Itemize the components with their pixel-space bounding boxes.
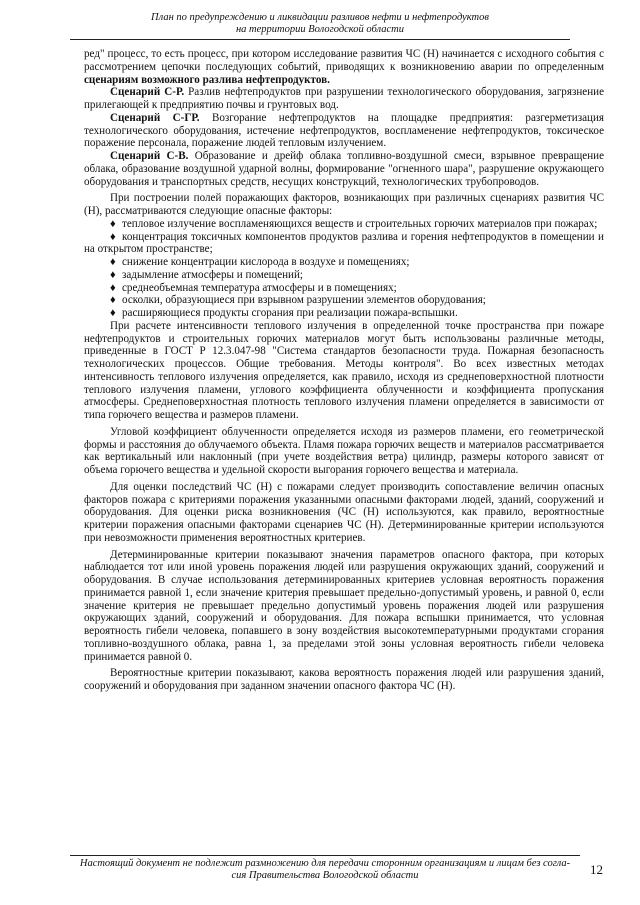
page-header	[70, 12, 570, 40]
paragraph-deterministic-criteria: Детерминированные критерии показывают значения параметров опасного фактора, при которых наблюдается тот или иной уровень поражения людей или разрушения окружающих зданий, сооружений и оборудования. В случае использования детерминированных критериев условная вероятность поражения принимается равной 1, если значение критерия превышает предельно-допустимый уровень, и равной 0, если значение критерия не превышает предельно допустимый уровень поражения людей или разрушения окружающих зданий, сооружений и оборудования. Для пожара вспышки принимается, что условная вероятность гибели человека, попавшего в зону воздействия высокотемпературными продуктами сгорания топливно-воздушного облака, равна 1, за пределами этой зоны условная вероятность гибели человека принимается равной 0.	[84, 548, 604, 663]
list-item	[84, 307, 604, 320]
scenario-text: Разлив нефтепродуктов при разрушении технологического оборудования, загрязнение прилегающей к предприятию почвы и грунтовых вод.	[84, 86, 604, 111]
page-number: 12	[590, 862, 603, 877]
list-item-text: среднеобъемная температура атмосферы и в помещениях;	[122, 281, 397, 294]
list-item	[84, 282, 604, 295]
scenario-label: Сценарий С-ГР.	[110, 111, 200, 124]
list-item	[84, 218, 604, 231]
list-item-text: осколки, образующиеся при взрывном разрушении элементов оборудования;	[122, 294, 486, 307]
list-item-text: концентрация токсичных компонентов продуктов разлива и горения нефтепродуктов в помещении и на открытом пространстве;	[84, 230, 604, 256]
scenario-label: Сценарий С-В.	[110, 150, 189, 162]
hazard-factors-list	[84, 218, 604, 320]
list-item	[84, 231, 604, 257]
scenario-text: Образование и дрейф облака топливно-воздушной смеси, взрывное превращение облака, образование воздушной ударной волны, формирование "огненного шара", разрушение окружающего оборудования и транспортных средств, несущих конструкций, технологических трубопроводов.	[84, 150, 604, 188]
paragraph-intro-text: ред" процесс, то есть процесс, при котором исследование развития ЧС (Н) начинается с исходного события с рассмотрением цепочки последующих событий, приводящих к возникновению аварии по определенным	[84, 48, 604, 73]
list-item-text: тепловое излучение воспламеняющихся веществ и строительных горючих материалов при пожарах;	[122, 217, 598, 230]
footer-notice-line1: Настоящий документ не подлежит размножению для передачи сторонним организациям и лицам без согла-	[79, 858, 571, 869]
page-body	[84, 48, 604, 693]
diamond-bullet-icon: ♦	[110, 217, 116, 230]
list-item-text: снижение концентрации кислорода в воздухе и помещениях;	[122, 256, 410, 268]
scenario-sgr	[84, 112, 604, 150]
header-title: План по предупреждению и ликвидации разливов нефти и нефтепродуктов	[151, 12, 489, 23]
paragraph-intro-bold: сценариям возможного разлива нефтепродуктов.	[84, 73, 330, 86]
list-item	[84, 294, 604, 307]
diamond-bullet-icon: ♦	[110, 294, 116, 307]
diamond-bullet-icon: ♦	[110, 307, 116, 319]
list-item-text: расширяющиеся продукты сгорания при реализации пожара-вспышки.	[122, 307, 458, 319]
scenario-label: Сценарий С-Р.	[110, 86, 185, 99]
footer-notice-line2: сия Правительства Вологодской области	[231, 870, 419, 881]
paragraph-heat-radiation: При расчете интенсивности теплового излучения в определенной точке пространства при пожаре нефтепродуктов и строительных горючих материалов могут быть использованы различные методы, приведенные в ГОСТ Р 12.3.047-98 "Система стандартов безопасности труда. Пожарная безопасность технологических процессов. Общие требования. Методы контроля". Во всех известных методах интенсивность теплового излучения определяется, как правило, исходя из среднеповерхностной плотности теплового излучения пламени, углового коэффициента облученности и коэффициента пропускания атмосферы. Среднеповерхностная плотность теплового излучения пламени определяется в зависимости от типа горючего вещества и размеров пламени.	[84, 319, 604, 421]
list-item	[84, 269, 604, 282]
diamond-bullet-icon: ♦	[110, 268, 116, 281]
scenario-sv	[84, 150, 604, 188]
scenario-sr	[84, 86, 604, 112]
paragraph-probabilistic-criteria: Вероятностные критерии показывают, какова вероятность поражения людей или разрушения зданий, сооружений и оборудования при заданном значении опасного фактора ЧС (Н).	[84, 667, 604, 692]
list-item	[84, 256, 604, 269]
paragraph-factors: При построении полей поражающих факторов, возникающих при различных сценариях развития ЧС (Н), рассматриваются следующие опасные факторы:	[84, 192, 604, 217]
paragraph-intro	[84, 48, 604, 86]
diamond-bullet-icon: ♦	[110, 230, 116, 243]
header-subtitle: на территории Вологодской области	[235, 24, 405, 35]
scenario-text: Возгорание нефтепродуктов на площадке предприятия: разгерметизация технологического оборудования, истечение нефтепродуктов, воспламенение нефтепродуктов, токсическое поражение персонала, поражение людей тепловым излучением.	[84, 111, 604, 150]
paragraph-consequences: Для оценки последствий ЧС (Н) с пожарами следует производить сопоставление величин опасных факторов пожара с критериями поражения указанными опасными факторами людей, зданий, сооружений и оборудования. Для оценки риска возникновения (ЧС (Н) используются, как правило, вероятностные критерии поражения опасными факторами сценариев ЧС (Н). Детерминированные критерии используются при невозможности применения вероятностных критериев.	[84, 480, 604, 544]
paragraph-view-factor: Угловой коэффициент облученности определяется исходя из размеров пламени, его геометрической формы и расстояния до облучаемого объекта. Пламя пожара горючих веществ и материалов рассматривается как вертикальный или наклонный (при учете воздействия ветра) цилиндр, размеры которого зависят от объема горючего вещества и удельной скорости выгорания горючего вещества и материала.	[84, 425, 604, 476]
diamond-bullet-icon: ♦	[110, 281, 116, 294]
diamond-bullet-icon: ♦	[110, 256, 116, 268]
list-item-text: задымление атмосферы и помещений;	[122, 268, 304, 281]
page-footer	[70, 855, 580, 882]
